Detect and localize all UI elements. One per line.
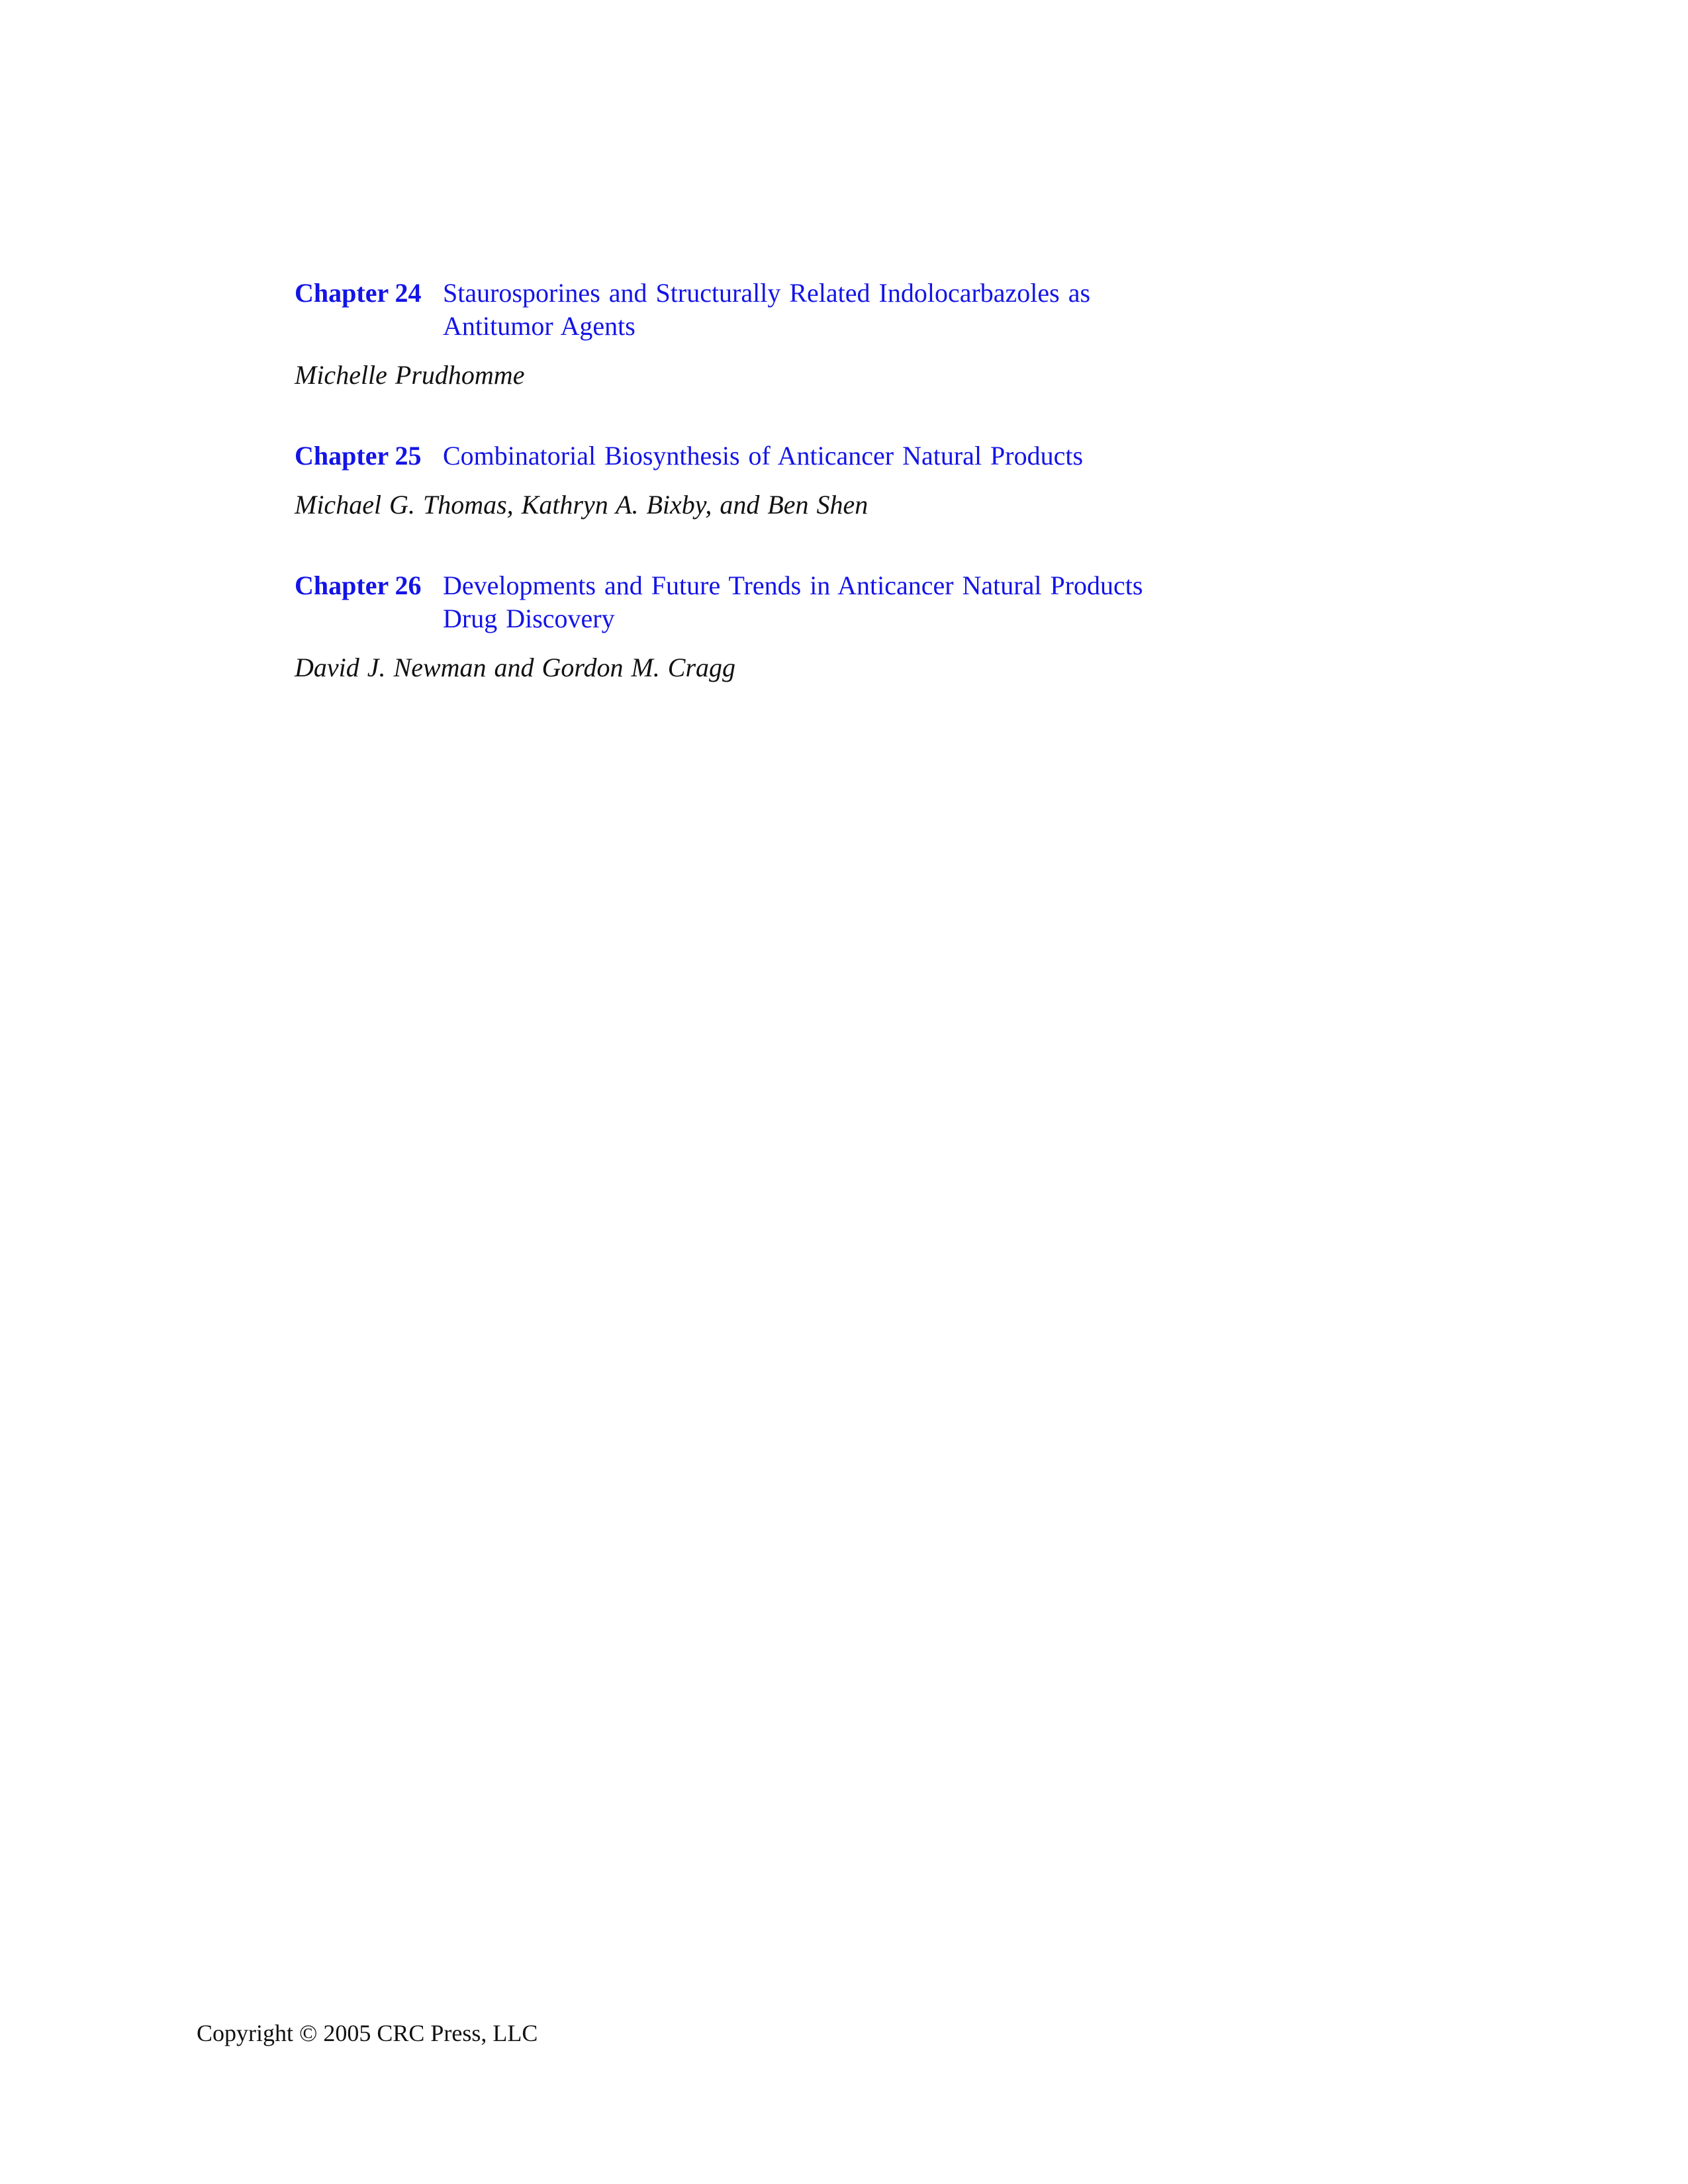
chapter-authors: Michelle Prudhomme [295, 360, 525, 390]
chapter-link-25[interactable] [295, 439, 1221, 473]
copyright-notice: Copyright © 2005 CRC Press, LLC [197, 2020, 538, 2046]
toc-entry-chapter-24 [295, 277, 1221, 392]
chapter-number[interactable]: Chapter 25 [295, 441, 422, 471]
chapter-number[interactable]: Chapter 26 [295, 570, 422, 600]
chapter-title[interactable]: Developments and Future Trends in Anticancer Natural Products Drug Discovery [443, 570, 1143, 633]
chapter-link-26[interactable] [295, 569, 1221, 635]
toc-entry-chapter-26 [295, 569, 1221, 684]
chapter-title[interactable]: Staurosporines and Structurally Related Indolocarbazoles as Antitumor Agents [443, 278, 1091, 341]
table-of-contents [295, 277, 1221, 684]
chapter-link-24[interactable] [295, 277, 1221, 343]
chapter-number[interactable]: Chapter 24 [295, 278, 422, 308]
chapter-authors: David J. Newman and Gordon M. Cragg [295, 653, 736, 682]
chapter-title[interactable]: Combinatorial Biosynthesis of Anticancer Natural Products [443, 441, 1084, 471]
chapter-authors: Michael G. Thomas, Kathryn A. Bixby, and Ben Shen [295, 490, 868, 520]
toc-entry-chapter-25 [295, 439, 1221, 522]
